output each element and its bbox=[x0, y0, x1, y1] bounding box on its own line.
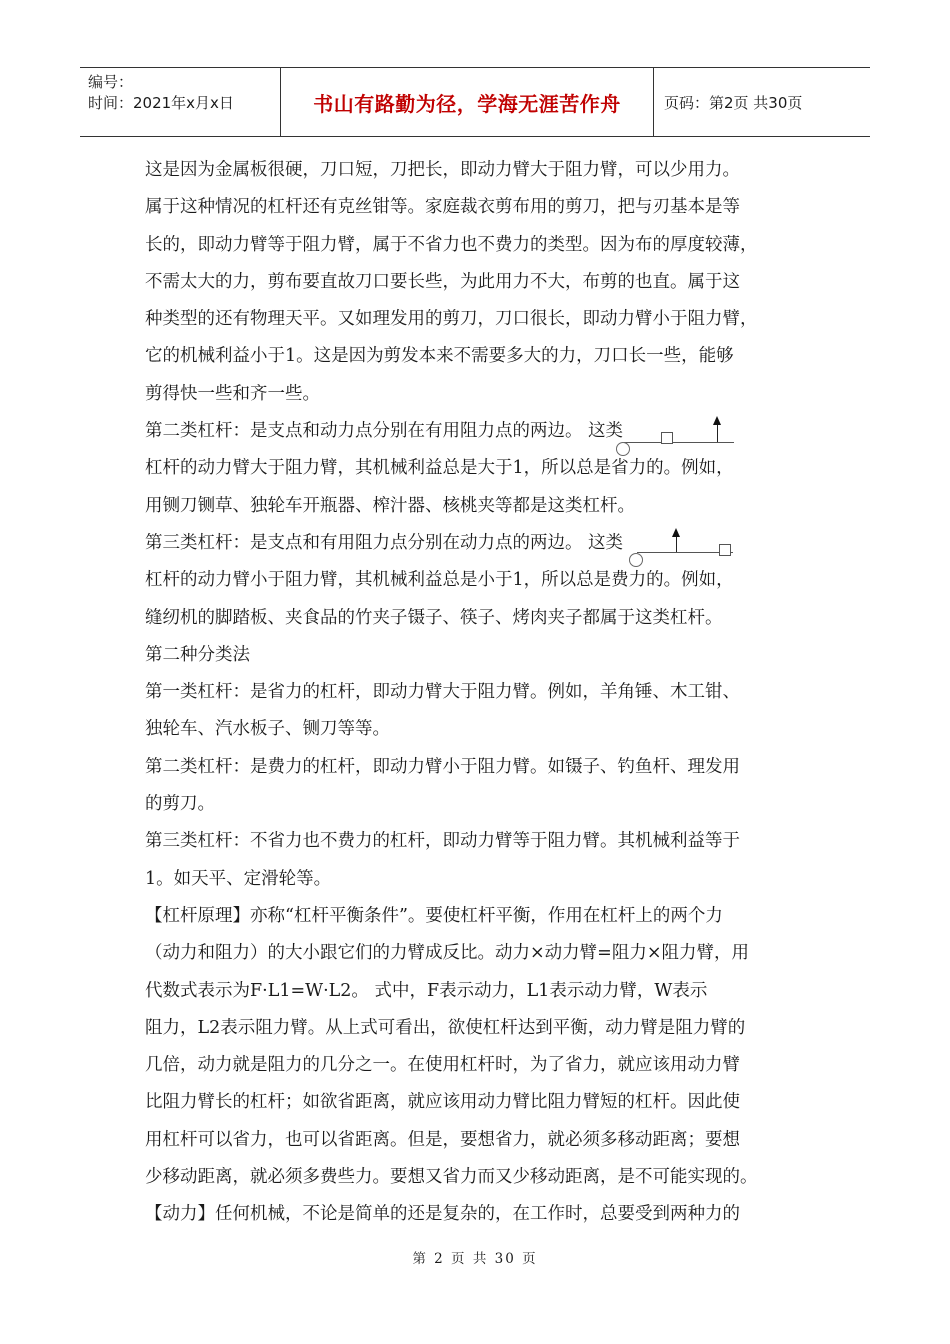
text-line: 少移动距离，就必须多费些力。要想又省力而又少移动距离，是不可能实现的。 bbox=[145, 1167, 758, 1188]
text-line: 第二类杠杆：是费力的杠杆，即动力臂小于阻力臂。如镊子、钓鱼杆、理发用 bbox=[145, 756, 740, 777]
text-line: 杠杆的动力臂小于阻力臂，其机械利益总是小于1，所以总是费力的。例如， bbox=[145, 570, 734, 591]
third-class-lever-figure bbox=[629, 526, 749, 570]
text-line: 【杠杆原理】亦称“杠杆平衡条件”。要使杠杆平衡，作用在杠杆上的两个力 bbox=[145, 905, 723, 926]
text-line: 种类型的还有物理天平。又如理发用的剪刀，刀口很长，即动力臂小于阻力臂， bbox=[145, 309, 758, 330]
second-class-lever-figure bbox=[616, 412, 736, 456]
text-line: 剪得快一些和齐一些。 bbox=[145, 383, 320, 404]
text-line: 属于这种情况的杠杆还有克丝钳等。家庭裁衣剪布用的剪刀，把与刃基本是等 bbox=[145, 197, 740, 218]
text-line: 第二类杠杆：是支点和动力点分别在有用阻力点的两边。 这类 bbox=[145, 421, 624, 442]
text-line: 不需太大的力，剪布要直故刀口要长些，为此用力不大，布剪的也直。属于这 bbox=[145, 271, 740, 292]
header-meta bbox=[88, 72, 234, 114]
load-box bbox=[719, 544, 731, 556]
text-line: （动力和阻力）的大小跟它们的力臂成反比。动力×动力臂=阻力×阻力臂，用 bbox=[145, 943, 749, 964]
text-line: 的剪刀。 bbox=[145, 794, 215, 815]
text-line: 阻力，L2表示阻力臂。从上式可看出，欲使杠杆达到平衡，动力臂是阻力臂的 bbox=[145, 1017, 746, 1038]
header-page-info: 页码：第2页 共30页 bbox=[664, 93, 803, 112]
effort-arrow-shaft bbox=[717, 424, 718, 442]
doc-date-label: 时间：2021年x月x日 bbox=[88, 94, 234, 112]
text-line: 代数式表示为F·L1=W·L2。 式中，F表示动力，L1表示动力臂，W表示 bbox=[145, 980, 708, 1001]
text-line: 第三类杠杆：不省力也不费力的杠杆，即动力臂等于阻力臂。其机械利益等于 bbox=[145, 831, 740, 852]
text-line: 长的，即动力臂等于阻力臂，属于不省力也不费力的类型。因为布的厚度较薄， bbox=[145, 234, 758, 255]
header-motto: 书山有路勤为径，学海无涯苦作舟 bbox=[313, 91, 621, 116]
document-body bbox=[145, 152, 815, 1234]
text-line: 它的机械利益小于1。这是因为剪发本来不需要多大的力，刀口长一些，能够 bbox=[145, 346, 734, 367]
effort-arrow-shaft bbox=[676, 536, 677, 552]
fulcrum-circle bbox=[629, 553, 643, 567]
text-line: 第一类杠杆：是省力的杠杆，即动力臂大于阻力臂。例如，羊角锤、木工钳、 bbox=[145, 682, 740, 703]
effort-arrow-head bbox=[713, 416, 721, 425]
text-line: 【动力】任何机械，不论是简单的还是复杂的，在工作时，总要受到两种力的 bbox=[145, 1204, 740, 1225]
text-line: 比阻力臂长的杠杆；如欲省距离，就应该用动力臂比阻力臂短的杠杆。因此使 bbox=[145, 1092, 740, 1113]
doc-number-label: 编号： bbox=[88, 73, 134, 91]
lever-bar bbox=[624, 442, 734, 443]
text-line: 杠杆的动力臂大于阻力臂，其机械利益总是大于1，所以总是省力的。例如， bbox=[145, 458, 734, 479]
text-line: 独轮车、汽水板子、铡刀等等。 bbox=[145, 719, 390, 740]
fulcrum-circle bbox=[616, 442, 630, 456]
text-line: 缝纫机的脚踏板、夹食品的竹夹子镊子、筷子、烤肉夹子都属于这类杠杆。 bbox=[145, 607, 723, 628]
load-box bbox=[661, 432, 673, 444]
header-divider bbox=[653, 68, 654, 136]
effort-arrow-head bbox=[672, 528, 680, 537]
text-line: 这是因为金属板很硬，刀口短，刀把长，即动力臂大于阻力臂，可以少用力。 bbox=[145, 160, 740, 180]
text-line: 用杠杆可以省力，也可以省距离。但是，要想省力，就必须多移动距离；要想 bbox=[145, 1129, 740, 1150]
section-heading: 第二种分类法 bbox=[145, 644, 250, 665]
text-line: 用铡刀铡草、独轮车开瓶器、榨汁器、核桃夹等都是这类杠杆。 bbox=[145, 495, 635, 516]
text-line: 第三类杠杆：是支点和有用阻力点分别在动力点的两边。 这类 bbox=[145, 532, 624, 553]
text-line: 几倍，动力就是阻力的几分之一。在使用杠杆时，为了省力，就应该用动力臂 bbox=[145, 1055, 740, 1076]
page-header bbox=[80, 67, 870, 137]
text-line: 1。如天平、定滑轮等。 bbox=[145, 868, 332, 889]
page-footer: 第 2 页 共 30 页 bbox=[412, 1251, 538, 1267]
